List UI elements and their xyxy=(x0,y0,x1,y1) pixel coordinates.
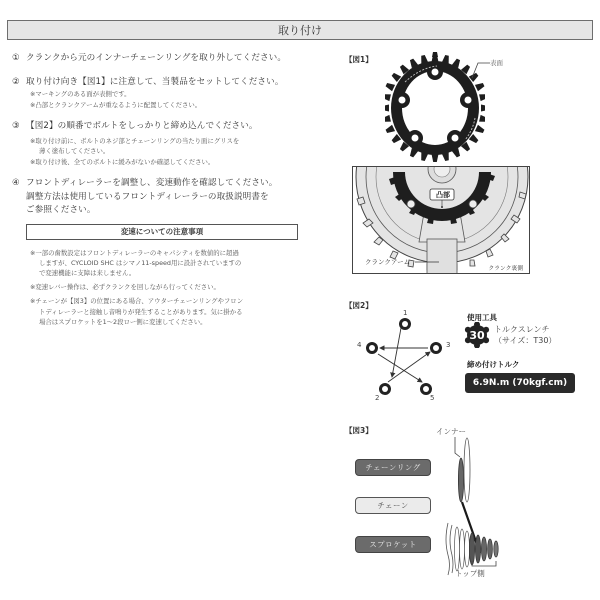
step-note: ※取り付け後、全てのボルトに緩みがないか確認してください。 xyxy=(30,157,215,166)
crank-back-label: クランク裏側 xyxy=(488,266,523,272)
front-face-callout: 表面 xyxy=(490,59,503,67)
bolt-number: 2 xyxy=(375,394,380,402)
bolt-4-icon xyxy=(366,342,378,354)
caution-note xyxy=(12,282,330,292)
bolt-1-icon xyxy=(399,318,411,330)
step-text: 【図2】の順番でボルトをしっかりと締め込んでください。 xyxy=(26,121,258,131)
step-number: ③ xyxy=(12,121,20,131)
note-line: で変速機能に支障は来しません。 xyxy=(39,268,136,277)
tool-size-line: （サイズ：T30） xyxy=(494,336,557,345)
step-note xyxy=(12,136,330,157)
bolt-number: 5 xyxy=(430,394,435,402)
section-title: 取り付け xyxy=(278,24,322,37)
crank-arm-label: クランクアーム xyxy=(365,258,411,266)
caution-note xyxy=(12,296,330,327)
note-line: トディレーラーと接触し音鳴りが発生することがあります。気に掛かる xyxy=(39,307,243,316)
torque-heading: 締め付けトルク xyxy=(467,360,520,369)
step-text-cont: ご参照ください。 xyxy=(26,205,96,215)
step-2 xyxy=(12,76,330,111)
step-text: フロントディレーラーを調整し、変速動作を確認してください。 xyxy=(26,178,278,188)
step-text-cont: 調整方法は使用しているフロントディレーラーの取扱説明書を xyxy=(26,191,269,202)
sprocket-box xyxy=(355,536,431,553)
tool-heading: 使用工具 xyxy=(467,313,497,322)
top-side-label: トップ側 xyxy=(455,569,485,578)
torx-t30-icon xyxy=(464,322,490,348)
step-number: ④ xyxy=(12,178,20,188)
step-note: ※凸部とクランクアームが重なるように配置してください。 xyxy=(30,100,202,109)
fig3-label: 【図3】 xyxy=(345,426,373,435)
bolt-2-icon xyxy=(379,383,391,395)
chain-label: チェーン xyxy=(377,501,409,510)
fig2-label: 【図2】 xyxy=(345,301,373,310)
note-line: ※一部の歯数設定はフロントディレーラーのキャパシティを数値的に超過 xyxy=(30,248,239,257)
step-number: ① xyxy=(12,53,20,63)
step-note: ※マーキングのある面が表側です。 xyxy=(30,90,131,98)
step-text: 取り付け向き【図1】に注意して、当製品をセットしてください。 xyxy=(26,76,284,87)
step-3 xyxy=(12,120,330,167)
chainring-label: チェーンリング xyxy=(365,463,421,472)
tool-name-line: トルクスレンチ xyxy=(494,325,550,334)
note-line: しますが、CYCLOID SHC はシマノ11-speed用に設計されていますの xyxy=(39,258,242,267)
caution-heading-box xyxy=(26,224,298,240)
note-line: ※チェーンが【図3】の位置にある場合、アウターチェーンリングやフロン xyxy=(30,297,244,306)
chainring-box xyxy=(355,459,431,476)
sprocket-label: スプロケット xyxy=(369,540,417,549)
crank-diagram xyxy=(352,166,530,274)
section-title-bar xyxy=(7,20,593,40)
caution-note xyxy=(12,248,330,279)
svg-text:30: 30 xyxy=(469,329,485,342)
instructions-column xyxy=(12,52,330,331)
step-4 xyxy=(12,177,330,218)
note-line: ※変速レバー操作は、必ずクランクを回しながら行ってください。 xyxy=(30,283,220,292)
convex-part-label: 凸部 xyxy=(436,191,450,199)
bolt-3-icon xyxy=(430,342,442,354)
bolt-number: 4 xyxy=(357,341,362,349)
bolt-number: 1 xyxy=(403,309,408,317)
tool-name xyxy=(494,324,556,346)
callout-line-icon xyxy=(470,60,492,80)
bolt-order-diagram xyxy=(350,310,450,402)
torque-value-badge xyxy=(465,373,575,393)
note-line: 場合はスプロケットを1〜2段ロー側に変速してください。 xyxy=(39,317,207,326)
step-text: クランクから元のインナーチェーンリングを取り外してください。 xyxy=(26,53,287,63)
step-1 xyxy=(12,52,330,66)
chainline-diagram xyxy=(440,425,520,585)
caution-heading: 変速についての注意事項 xyxy=(120,227,204,236)
note-line: ※取り付け前に、ボルトのネジ部とチェーンリングの当たり面にグリスを xyxy=(30,136,240,145)
torque-value: 6.9N.m (70kgf.cm) xyxy=(472,378,568,388)
step-number: ② xyxy=(12,76,20,87)
bolt-number: 3 xyxy=(446,341,451,349)
note-line: 薄く塗布してください。 xyxy=(39,147,110,155)
chain-box xyxy=(355,497,431,514)
fig1-label: 【図1】 xyxy=(345,55,373,64)
inner-label: インナー xyxy=(436,427,466,436)
